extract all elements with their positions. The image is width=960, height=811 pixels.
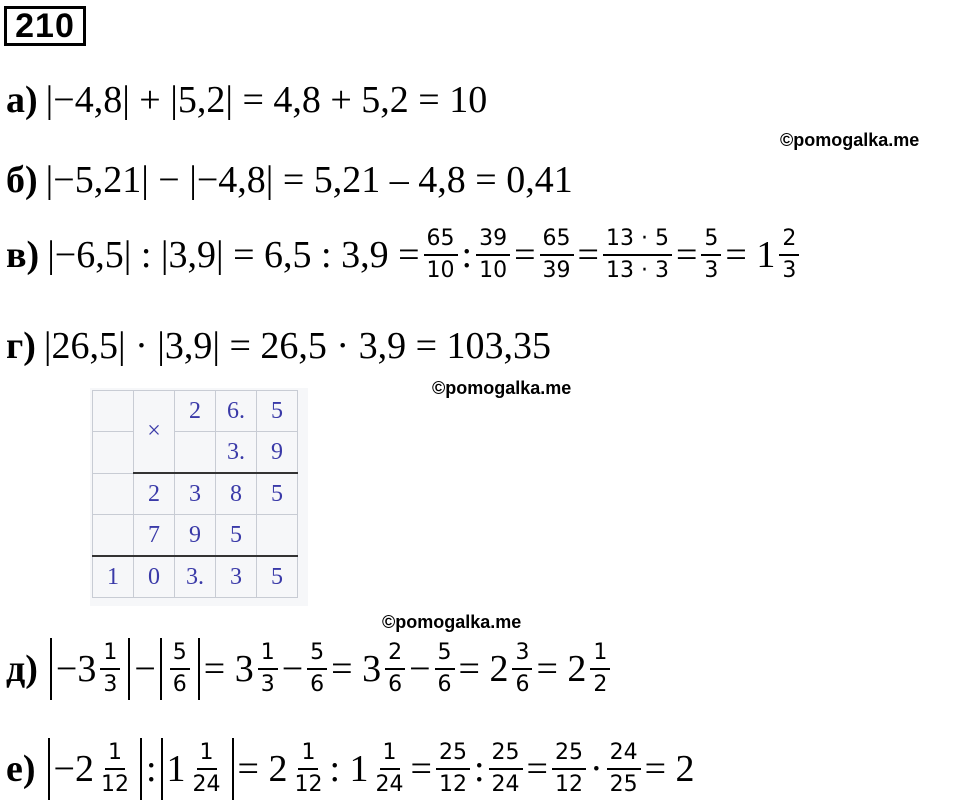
table-cell: 3 <box>216 556 257 598</box>
table-cell: 2 <box>175 391 216 432</box>
operator: · <box>589 748 603 790</box>
expr-b: |−5,21| − |−4,8| = 5,21 – 4,8 = 0,41 <box>45 159 573 201</box>
expr-v-pre: |−6,5| : |3,9| = 6,5 : 3,9 = <box>47 234 420 276</box>
line-b <box>6 158 573 202</box>
fraction: $\frac{1}{2}$ <box>590 640 610 698</box>
fraction: $\frac{5}{6}$ <box>170 640 190 698</box>
table-cell: 0 <box>134 556 175 598</box>
fraction: $\frac{1}{24}$ <box>192 740 221 797</box>
operator: : 1 <box>329 748 369 790</box>
table-cell <box>175 432 216 474</box>
operator: : <box>145 748 157 790</box>
integer-part: −3 <box>55 648 97 690</box>
table-row <box>93 432 298 474</box>
abs-bar <box>232 738 234 800</box>
table-cell: 3. <box>175 556 216 598</box>
table-cell <box>93 391 134 432</box>
abs-bar <box>50 638 52 700</box>
watermark-1: ©pomogalka.me <box>780 130 920 150</box>
table-cell: 9 <box>175 515 216 557</box>
fraction: $\frac{1}{12}$ <box>100 740 129 797</box>
expr-a: |−4,8| + |5,2| = 4,8 + 5,2 = 10 <box>45 79 488 121</box>
integer-part: −2 <box>53 748 94 790</box>
operator: − <box>409 648 431 690</box>
fraction: $\frac{3}{6}$ <box>512 640 532 698</box>
table-cell: 9 <box>257 432 298 474</box>
fraction: $\frac{1}{12}$ <box>294 740 323 797</box>
abs-bar <box>161 738 163 800</box>
watermark-2: ©pomogalka.me <box>432 378 572 398</box>
fraction: $\frac{2}{3}$ <box>779 226 799 284</box>
operator: = 2 <box>536 648 587 690</box>
operator: = <box>410 748 432 790</box>
table-cell: 6. <box>216 391 257 432</box>
abs-bar <box>140 738 142 800</box>
table-row <box>93 515 298 557</box>
line-d <box>6 638 614 700</box>
fraction: $\frac{65}{39}$ <box>540 226 574 284</box>
table-row <box>93 473 298 515</box>
fraction: $\frac{5}{6}$ <box>307 640 327 698</box>
table-row <box>93 556 298 598</box>
table-cell: 8 <box>216 473 257 515</box>
line-v <box>6 226 803 284</box>
operator: = 2 <box>237 748 288 790</box>
table-cell: 2 <box>134 473 175 515</box>
fraction: $\frac{39}{10}$ <box>476 226 510 284</box>
operator: − <box>134 648 156 690</box>
integer-part: 1 <box>166 748 186 790</box>
watermark-3: ©pomogalka.me <box>382 612 522 632</box>
table-cell: 1 <box>93 556 134 598</box>
table-cell: 5 <box>257 391 298 432</box>
operator: = <box>675 234 698 276</box>
table-cell: 5 <box>257 556 298 598</box>
fraction: $\frac{1}{24}$ <box>375 740 404 797</box>
abs-bar <box>198 638 200 700</box>
operator: = 3 <box>203 648 254 690</box>
table-cell <box>257 515 298 557</box>
table-row <box>93 391 298 432</box>
table-cell <box>93 473 134 515</box>
label-g: г) <box>6 325 36 367</box>
operator: = <box>577 234 599 276</box>
abs-bar <box>48 738 50 800</box>
label-e: е) <box>6 748 36 790</box>
fraction: $\frac{25}{24}$ <box>489 740 523 798</box>
line-a <box>6 78 487 122</box>
table-cell <box>93 515 134 557</box>
operator: − <box>281 648 304 690</box>
fraction: $\frac{13 \cdot 5}{13 \cdot 3}$ <box>603 226 672 284</box>
fraction: $\frac{25}{12}$ <box>436 740 470 798</box>
abs-bar <box>128 638 130 700</box>
fraction: $\frac{25}{12}$ <box>552 740 586 798</box>
expr-g: |26,5| · |3,9| = 26,5 · 3,9 = 103,35 <box>43 325 552 367</box>
operator: = 3 <box>331 648 382 690</box>
fraction: $\frac{1}{3}$ <box>100 640 120 698</box>
fraction: $\frac{65}{10}$ <box>424 226 458 284</box>
table-cell <box>93 432 134 474</box>
line-e <box>6 738 695 800</box>
multiply-sign: × <box>134 391 175 474</box>
operator: = <box>526 748 548 790</box>
label-b: б) <box>6 159 38 201</box>
fraction: $\frac{2}{6}$ <box>385 640 405 698</box>
fraction: $\frac{1}{3}$ <box>258 640 278 698</box>
fraction: $\frac{5}{3}$ <box>701 226 721 284</box>
table-cell: 5 <box>257 473 298 515</box>
multiplication-table <box>92 390 298 598</box>
operator: = 2 <box>458 648 509 690</box>
table-cell: 7 <box>134 515 175 557</box>
table-cell: 3 <box>175 473 216 515</box>
table-cell: 5 <box>216 515 257 557</box>
table-cell: 3. <box>216 432 257 474</box>
operator: = 2 <box>644 748 695 790</box>
label-d: д) <box>6 648 38 690</box>
operator: = 1 <box>725 234 776 276</box>
fraction: $\frac{24}{25}$ <box>607 740 641 798</box>
label-a: а) <box>6 79 38 121</box>
problem-number: 210 <box>4 6 86 46</box>
operator: : <box>473 748 485 790</box>
fraction: $\frac{5}{6}$ <box>435 640 455 698</box>
operator: = <box>514 234 536 276</box>
label-v: в) <box>6 234 40 276</box>
abs-bar <box>160 638 162 700</box>
operator: : <box>461 234 473 276</box>
line-g <box>6 324 551 368</box>
